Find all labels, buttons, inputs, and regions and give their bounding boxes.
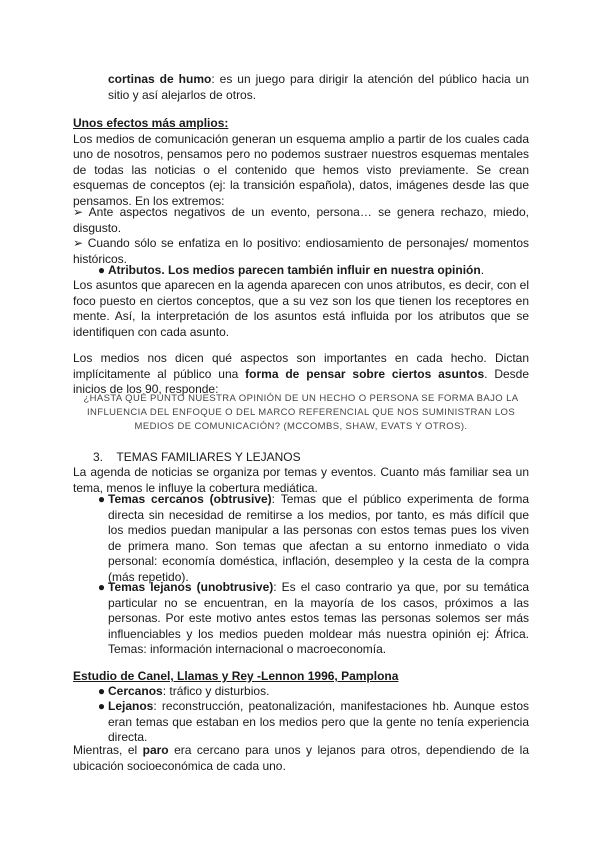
bullet-atributos: ● (97, 263, 106, 277)
estudio-heading-text: Estudio de Canel, Llamas y Rey -Lennon 1996, Pamplona (73, 669, 399, 683)
bullet-temas-lejanos: ● (97, 580, 106, 594)
estudio-lejanos-term: Lejanos (108, 699, 154, 713)
arrow-item-positivos: ➢ Cuando sólo se enfatiza en lo positivo: endiosamiento de personajes/ momentos históricos. (73, 236, 529, 266)
temas-heading (93, 450, 529, 466)
bullet-cercanos: ● (97, 684, 106, 698)
closing-bold: paro (142, 743, 169, 757)
closing-end: era cercano para unos y lejanos para otros, dependiendo de la ubicación socioeconómica de cada uno. (73, 743, 529, 773)
amplios-arrow-list (73, 205, 529, 267)
atributos-title-rest: . Los medios parecen también influir en nuestra opinión (161, 263, 481, 277)
temas-lejanos-item (108, 580, 529, 658)
estudio-closing (73, 743, 529, 774)
bullet-lejanos: ● (97, 699, 106, 713)
section-amplios (73, 116, 529, 209)
estudio-cercanos-item (108, 684, 529, 700)
amplios-paragraph: Los medios de comunicación generan un esquema amplio a partir de los cuales cada uno de nosotros, pensamos pero no podemos sustraer nuestros esquemas mentales de todas las noticias o el contenido que hemos visto previamente. Se crean esquemas de conceptos (ej: la transición española), datos, imágenes desde las que pensamos. En los extremos: (73, 131, 529, 208)
atributos-title (108, 263, 529, 279)
atributos-p2-bold: forma de pensar sobre ciertos asuntos (245, 366, 485, 381)
estudio-heading (73, 669, 529, 685)
intro-text: : es un juego para dirigir la atención del público hacia un sitio y así alejarlos de otros. (108, 72, 530, 102)
atributos-paragraph: Los asuntos que aparecen en la agenda aparecen con unos atributos, es decir, con el foco puesto en ciertos conceptos, que a su vez son los que tienen los receptores en mente. Así, la interpretación de los asuntos está influida por los atributos que se identifiquen con cada asunto. (73, 278, 529, 339)
temas-lejanos-text: : Es el caso contrario ya que, por su temática particular no se encuentran, en la mayoría de los casos, próximos a las personas. Por este motivo antes estos temas las personas solemos ser más influenciables y los medios pueden moldear más nuestra opinión ej: África. Temas: información internacional o macroeconomía. (108, 580, 529, 656)
estudio-lejanos-text: : reconstrucción, peatonalización, manifestaciones hb. Aunque estos eran temas que estaban en los medios pero que la gente no tenía experiencia directa. (108, 699, 529, 744)
atributos-term: Atributos (108, 263, 162, 277)
intro-paragraph (108, 72, 529, 103)
bullet-temas-cercanos: ● (97, 492, 106, 506)
temas-cercanos-term: Temas cercanos (obtrusive) (108, 492, 272, 506)
arrow-item-negativos: ➢ Ante aspectos negativos de un evento, persona… se genera rechazo, miedo, disgusto. (73, 205, 529, 235)
atributos-p2-end: . Desde inicios de los 90, responde: (73, 366, 530, 396)
intro-term: cortinas de humo (108, 72, 212, 86)
estudio-cercanos-term: Cercanos (108, 684, 163, 698)
atributos-title-end: . (480, 263, 485, 277)
atributos-paragraph-2 (73, 351, 529, 398)
atributos-p2-start: Los medios nos dicen qué aspectos son importantes en cada hecho. Dictan implícitamente al público una (73, 351, 529, 381)
temas-cercanos-item (108, 492, 529, 585)
closing-start: Mientras, el (73, 743, 143, 757)
atributos-quote: ¿HASTA QUÉ PUNTO NUESTRA OPINIÓN DE UN HECHO O PERSONA SE FORMA BAJO LA INFLUENCIA DEL ENFOQUE O DEL MARCO REFERENCIAL QUE NOS SUMINISTRAN LOS MEDIOS DE COMUNICACIÓN? (MCCOMBS, SHAW, EVATS Y OTROS). (83, 393, 519, 432)
temas-lejanos-term: Temas lejanos (unobtrusive) (108, 580, 274, 594)
temas-heading-text: TEMAS FAMILIARES Y LEJANOS (116, 450, 301, 464)
estudio-cercanos-text: : tráfico y disturbios. (162, 684, 270, 698)
temas-intro: La agenda de noticias se organiza por temas y eventos. Cuanto más familiar sea un tema, menos le influye la cobertura mediática. (73, 465, 529, 495)
temas-number: 3. (93, 450, 104, 464)
section-heading-amplios: Unos efectos más amplios: (73, 116, 229, 130)
temas-cercanos-text: : Temas que el público experimenta de forma directa sin necesidad de remitirse a los medios, por tanto, es más difícil que los medios puedan manipular a las personas con estos temas pues los viven de primera mano. Son temas que afectan a su entorno inmediato o vida personal: economía doméstica, inflación, desempleo y la cesta de la compra (más repetido). (108, 492, 529, 584)
estudio-lejanos-item (108, 699, 529, 746)
